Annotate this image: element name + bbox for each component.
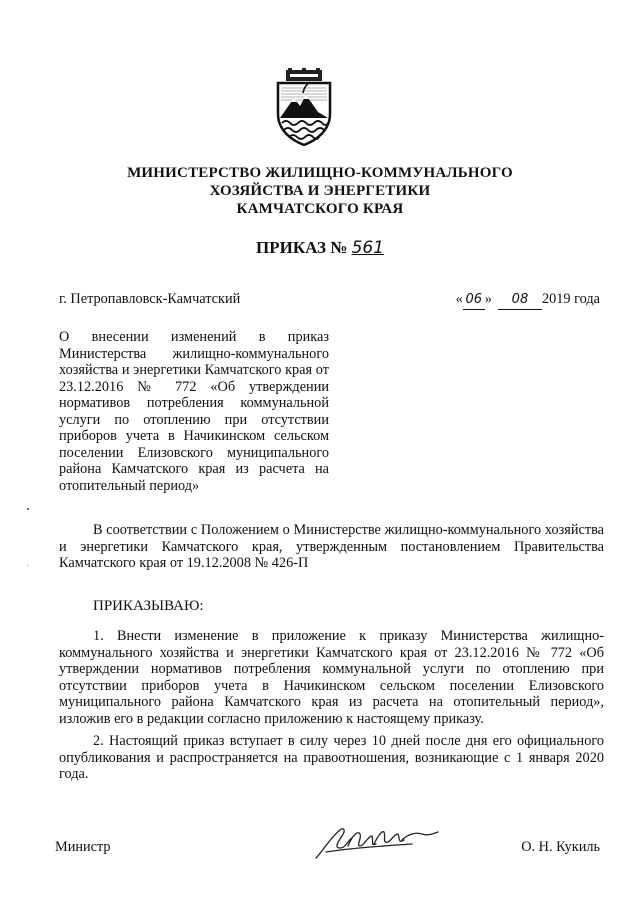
date-close-quote: » <box>484 291 492 307</box>
margin-mark <box>27 565 28 566</box>
date-day: 06 <box>463 292 485 310</box>
order-subject: О внесении изменений в приказ Министерства жилищно-коммунального хозяйства и энергетики Камчатского края от 23.12.2016 № 772 «Об утверждении нормативов потребления коммунальной услуги по отоплению при отсутствии приборов учета в Начикинском сельском поселении Елизовского муниципального района Камчатского края из расчета на отопительный период» <box>59 329 329 494</box>
org-name-line-3: КАМЧАТСКОГО КРАЯ <box>236 201 404 217</box>
coat-of-arms-icon <box>272 68 336 146</box>
order-title-prefix: ПРИКАЗ № <box>255 238 352 257</box>
date-month: 08 <box>498 292 542 310</box>
handwritten-signature <box>312 822 442 862</box>
date-year: 2019 года <box>541 291 600 307</box>
city: г. Петропавловск-Камчатский <box>59 291 241 307</box>
order-date <box>456 291 600 310</box>
org-name-line-1: МИНИСТЕРСТВО ЖИЛИЩНО-КОММУНАЛЬНОГО <box>127 165 513 181</box>
order-word: ПРИКАЗЫВАЮ: <box>93 598 204 614</box>
margin-mark <box>27 508 29 510</box>
signatory-position: Министр <box>55 839 111 855</box>
date-open-quote: « <box>455 291 463 307</box>
order-number: 561 <box>351 238 385 258</box>
signatory-name: О. Н. Кукиль <box>521 839 600 855</box>
order-item-1: 1. Внести изменение в приложение к приказу Министерства жилищно-коммунального хозяйства и энергетики Камчатского края от 23.12.2016 № 772 «Об утверждении нормативов потребления коммунальной услуги по отоплению при отсутствии приборов учета в Начикинском сельском поселении Елизовского муниципального района Камчатского края из расчета на отопительный период», изложив его в редакции согласно приложению к настоящему приказу. <box>59 628 604 727</box>
order-title <box>0 238 640 258</box>
preamble-paragraph: В соответствии с Положением о Министерстве жилищно-коммунального хозяйства и энергетики Камчатского края, утвержденным постановлением Правительства Камчатского края от 19.12.2008 № 426-П <box>59 522 604 571</box>
order-item-2: 2. Настоящий приказ вступает в силу через 10 дней после дня его официального опубликования и распространяется на правоотношения, возникающие с 1 января 2020 года. <box>59 733 604 782</box>
org-name-line-2: ХОЗЯЙСТВА И ЭНЕРГЕТИКИ <box>209 183 431 199</box>
